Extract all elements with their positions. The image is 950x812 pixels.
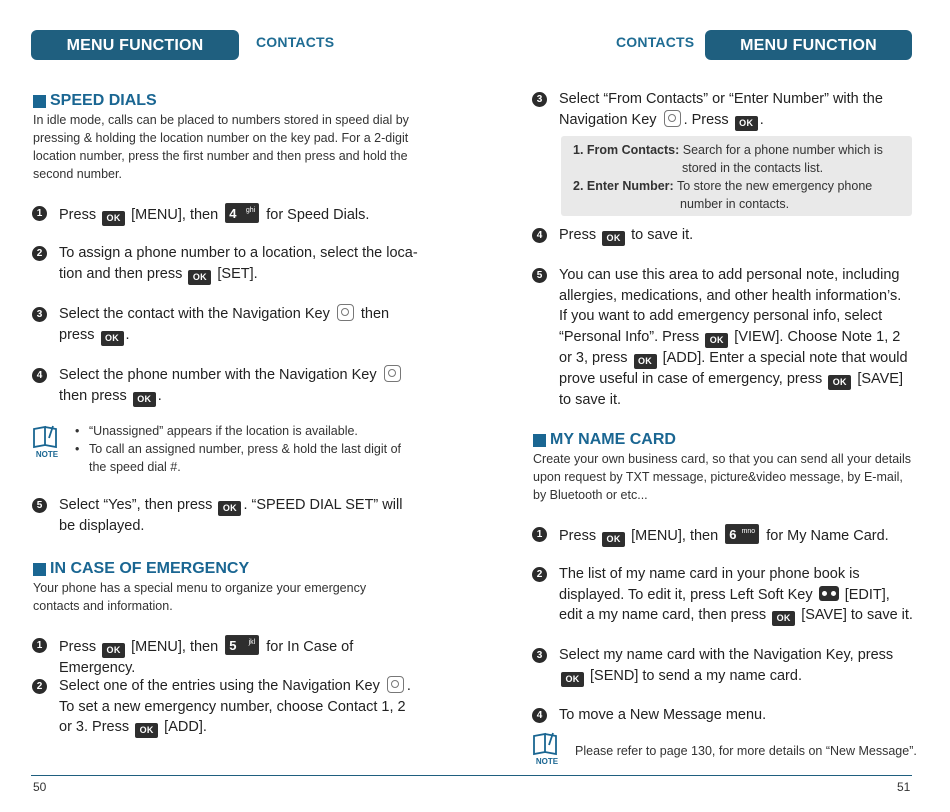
right-page (475, 0, 950, 812)
ok-key-icon: OK (102, 643, 125, 658)
menu-function-header: MENU FUNCTION (31, 30, 239, 60)
option-from-contacts-cont: stored in the contacts list. (682, 161, 824, 175)
navigation-key-icon (387, 676, 404, 693)
emergency-intro: Your phone has a special menu to organize your emergency contacts and information. (33, 581, 367, 613)
key-4-icon: 4 ghi (225, 203, 259, 223)
emergency-title (33, 560, 249, 578)
ok-key-icon: OK (735, 116, 758, 131)
ok-key-icon: OK (133, 392, 156, 407)
step-number: 5 (32, 498, 47, 513)
footer-rule (31, 775, 475, 776)
option-enter-number: 2. Enter Number: To store the new emergency phone (573, 179, 873, 193)
speed-dials-step-4: 4 Select the phone number with the Navigation Key then press OK . (59, 365, 419, 407)
ok-key-icon: OK (561, 672, 584, 687)
navigation-key-icon (384, 365, 401, 382)
speed-dials-step-3: 3 Select the contact with the Navigation Key then press OK . (59, 304, 419, 346)
note-item: • To call an assigned number, press & hold the last digit of the speed dial #. (75, 440, 420, 476)
speed-dials-notes (75, 422, 420, 476)
step-number: 2 (32, 679, 47, 694)
ok-key-icon: OK (828, 375, 851, 390)
name-card-step-1: 1 Press OK [MENU], then 6 mno for My Name Card. (559, 524, 919, 547)
step-number: 4 (32, 368, 47, 383)
step-number: 5 (532, 268, 547, 283)
page-number: 51 (897, 780, 911, 794)
key-5-icon: 5 jkl (225, 635, 259, 655)
svg-text:NOTE: NOTE (535, 757, 559, 766)
option-enter-number-cont: number in contacts. (680, 197, 790, 211)
speed-dials-step-1: 1 Press OK [MENU], then 4 ghi for Speed Dials. (59, 203, 429, 226)
square-bullet-icon (33, 563, 46, 576)
ok-key-icon: OK (602, 231, 625, 246)
svg-text:NOTE: NOTE (35, 450, 59, 459)
ok-key-icon: OK (102, 211, 125, 226)
speed-dials-title (33, 92, 157, 110)
my-name-card-title-text: MY NAME CARD (550, 431, 676, 448)
step-number: 1 (532, 527, 547, 542)
step-number: 3 (532, 648, 547, 663)
emergency-step-3: 3 Select “From Contacts” or “Enter Number” with the Navigation Key . Press OK . (559, 89, 889, 131)
my-name-card-intro: Create your own business card, so that you can send all your details upon request by TXT message, picture&video message, by E-mail, by Bluetooth or etc... (533, 452, 911, 502)
contacts-subheader: CONTACTS (256, 34, 335, 50)
emergency-step-5: 5 You can use this area to add personal note, including allergies, medications, and other health information’s. If you want to add emergency personal info, select “Personal Info”. Press OK [VIEW]. Choose Note 1, 2 or 3, press OK [ADD]. Enter a special note that would prove useful in case of emergency, press OK [SAVE] to save it. (559, 265, 911, 410)
step-number: 2 (532, 567, 547, 582)
name-card-step-2: 2 The list of my name card in your phone book is displayed. To edit it, press Left Soft Key [EDIT], edit a my name card, then press OK [SAVE] to save it. (559, 564, 914, 626)
ok-key-icon: OK (188, 270, 211, 285)
speed-dials-step-5: 5 Select “Yes”, then press OK . “SPEED DIAL SET” will be displayed. (59, 495, 419, 537)
note-icon (31, 425, 63, 459)
step-number: 3 (32, 307, 47, 322)
key-6-icon: 6 mno (725, 524, 759, 544)
note-item: • “Unassigned” appears if the location is available. (75, 422, 420, 440)
step-number: 2 (32, 246, 47, 261)
page-number: 50 (33, 780, 47, 794)
navigation-key-icon (664, 110, 681, 127)
emergency-options-box (561, 136, 912, 216)
name-card-note: Please refer to page 130, for more details on “New Message”. (575, 744, 917, 758)
emergency-step-1: 1 Press OK [MENU], then 5 jkl for In Case of Emergency. (59, 635, 429, 679)
step-number: 3 (532, 92, 547, 107)
contacts-subheader: CONTACTS (616, 34, 695, 50)
speed-dials-title-text: SPEED DIALS (50, 92, 157, 109)
emergency-step-2: 2 Select one of the entries using the Navigation Key . To set a new emergency number, choose Contact 1, 2 or 3. Press OK [ADD]. (59, 676, 421, 738)
step-number: 4 (532, 228, 547, 243)
step-number: 1 (32, 638, 47, 653)
option-from-contacts: 1. From Contacts: Search for a phone number which is (573, 143, 883, 157)
ok-key-icon: OK (101, 331, 124, 346)
square-bullet-icon (33, 95, 46, 108)
step-number: 1 (32, 206, 47, 221)
emergency-title-text: IN CASE OF EMERGENCY (50, 560, 250, 577)
ok-key-icon: OK (135, 723, 158, 738)
step-number: 4 (532, 708, 547, 723)
ok-key-icon: OK (602, 532, 625, 547)
emergency-step-4: 4 Press OK to save it. (559, 225, 899, 246)
navigation-key-icon (337, 304, 354, 321)
speed-dials-step-2: 2 To assign a phone number to a location, select the loca-tion and then press OK [SET]. (59, 243, 419, 285)
ok-key-icon: OK (705, 333, 728, 348)
ok-key-icon: OK (634, 354, 657, 369)
speed-dials-intro: In idle mode, calls can be placed to numbers stored in speed dial by pressing & holding the location number on the key pad. For a 2-digit location number, press the first number and then press and hold the second number. (33, 113, 409, 181)
name-card-step-3: 3 Select my name card with the Navigation Key, press OK [SEND] to send a my name card. (559, 645, 919, 687)
ok-key-icon: OK (772, 611, 795, 626)
menu-function-header: MENU FUNCTION (705, 30, 912, 60)
ok-key-icon: OK (218, 501, 241, 516)
name-card-step-4: 4 To move a New Message menu. (559, 705, 899, 726)
